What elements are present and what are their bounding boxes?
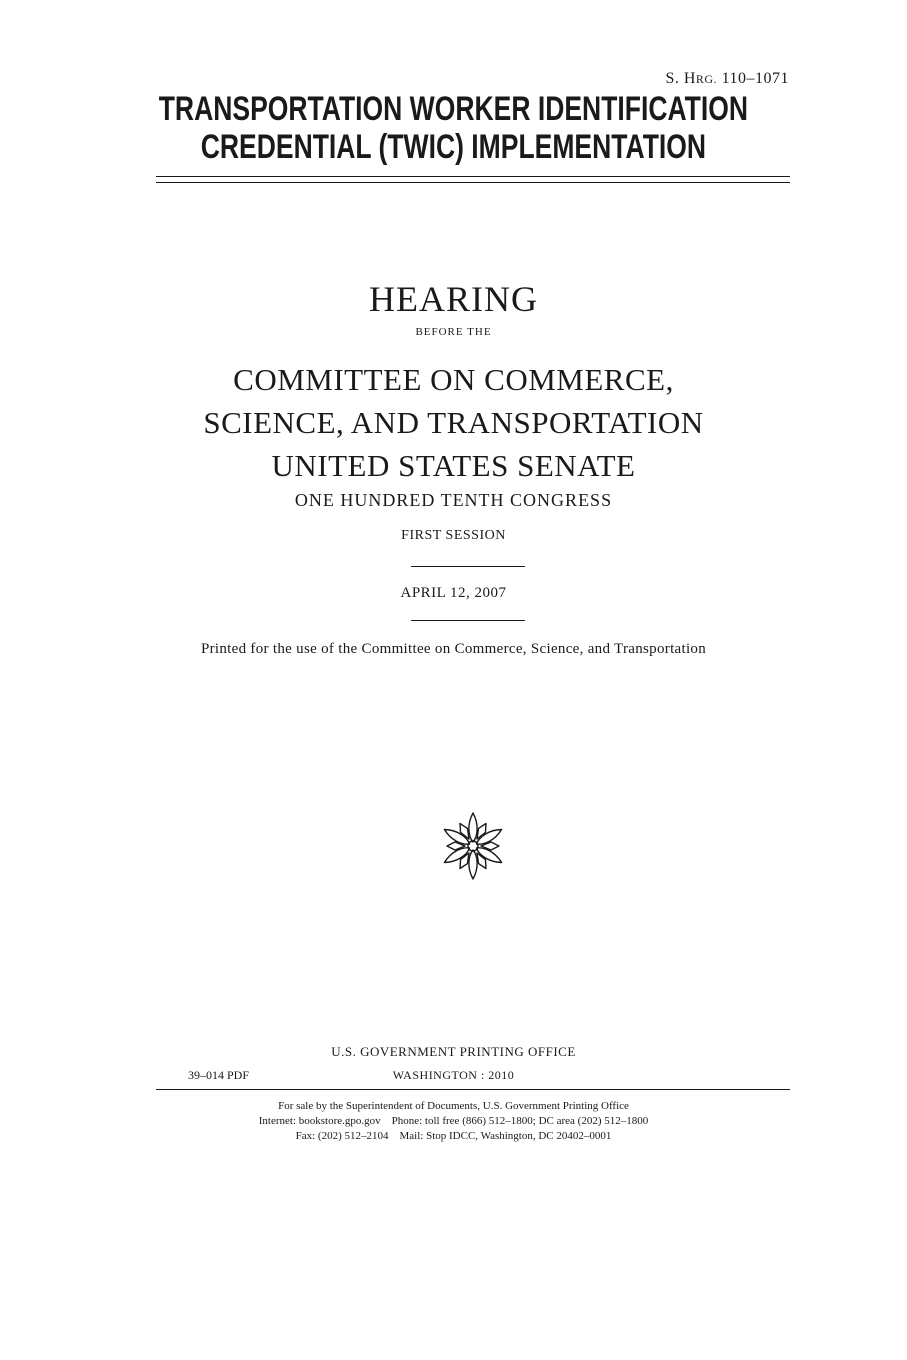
congress-label: ONE HUNDRED TENTH CONGRESS: [294, 490, 613, 510]
publisher-office: U.S. GOVERNMENT PRINTING OFFICE: [331, 1044, 576, 1059]
hearing-number-smallcaps: RG.: [695, 72, 718, 86]
hearing-number: [665, 70, 789, 88]
committee-line-1: COMMITTEE ON COMMERCE,: [233, 362, 674, 397]
committee-name: [0, 358, 907, 487]
session-label: FIRST SESSION: [401, 528, 506, 543]
document-title: [100, 90, 807, 166]
sales-info-line-2: Internet: bookstore.gpo.gov Phone: toll free (866) 512–1800; DC area (202) 512–1800: [258, 1115, 649, 1127]
printed-for-note: Printed for the use of the Committee on Commerce, Science, and Transportation: [200, 641, 707, 657]
title-double-rule: [156, 176, 790, 183]
date-rule-top: [411, 566, 525, 567]
committee-line-3: UNITED STATES SENATE: [271, 448, 636, 483]
hearing-heading: HEARING: [369, 279, 538, 319]
sales-info-line-1: For sale by the Superintendent of Documents, U.S. Government Printing Office: [278, 1100, 629, 1112]
publication-place-year: WASHINGTON : 2010: [392, 1068, 515, 1082]
sales-info: [0, 1099, 907, 1144]
hearing-date: APRIL 12, 2007: [400, 585, 507, 601]
bottom-rule: [156, 1089, 790, 1090]
hearing-number-value: 110–1071: [721, 70, 789, 87]
hearing-number-prefix: S. H: [665, 70, 696, 87]
gpo-star-emblem-icon: [437, 810, 509, 882]
before-the-label: BEFORE THE: [415, 326, 492, 338]
pdf-code: 39–014 PDF: [188, 1068, 250, 1082]
sales-info-line-3: Fax: (202) 512–2104 Mail: Stop IDCC, Washington, DC 20402–0001: [295, 1130, 612, 1142]
committee-line-2: SCIENCE, AND TRANSPORTATION: [203, 405, 704, 440]
title-line-2: CREDENTIAL (TWIC) IMPLEMENTATION: [200, 128, 707, 166]
title-line-1: TRANSPORTATION WORKER IDENTIFICATION: [158, 90, 749, 128]
date-rule-bottom: [411, 620, 525, 621]
